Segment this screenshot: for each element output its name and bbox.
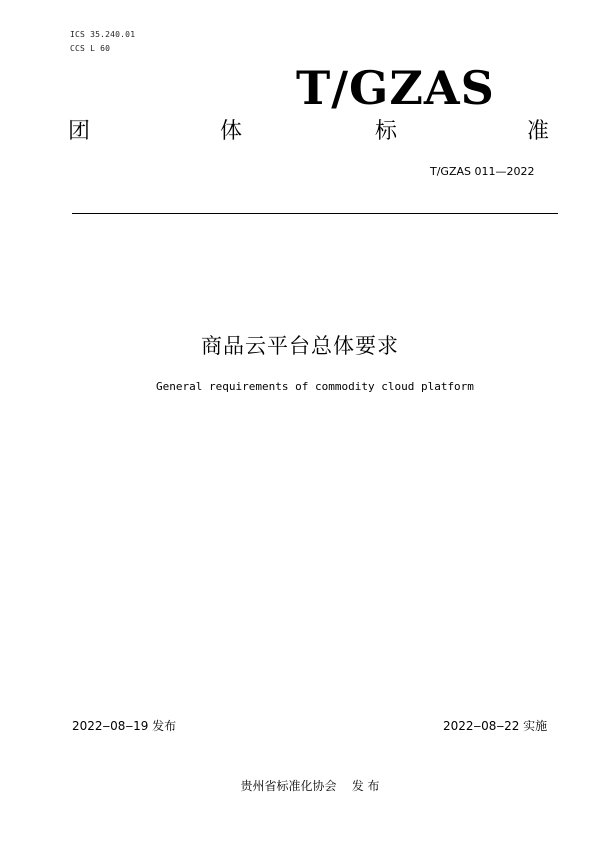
issue-date: 2022‒08‒19 发布 [72, 719, 177, 733]
ics-code: ICS 35.240.01 [70, 30, 136, 39]
category-char-4: 准 [527, 119, 550, 144]
document-title-cn: 商品云平台总体要求 [201, 334, 399, 358]
standard-number: T/GZAS 011—2022 [430, 165, 535, 178]
issuing-organization: 贵州省标准化协会 发 布 [240, 779, 380, 793]
category-char-1: 团 [68, 119, 91, 144]
implementation-date: 2022‒08‒22 实施 [443, 719, 548, 733]
ccs-code: CCS L 60 [70, 44, 111, 53]
standard-mark-logo: T/GZAS [296, 61, 495, 115]
category-char-2: 体 [220, 119, 243, 144]
category-char-3: 标 [375, 119, 398, 144]
document-title-en: General requirements of commodity cloud platform [156, 380, 474, 393]
header-divider [72, 213, 558, 214]
